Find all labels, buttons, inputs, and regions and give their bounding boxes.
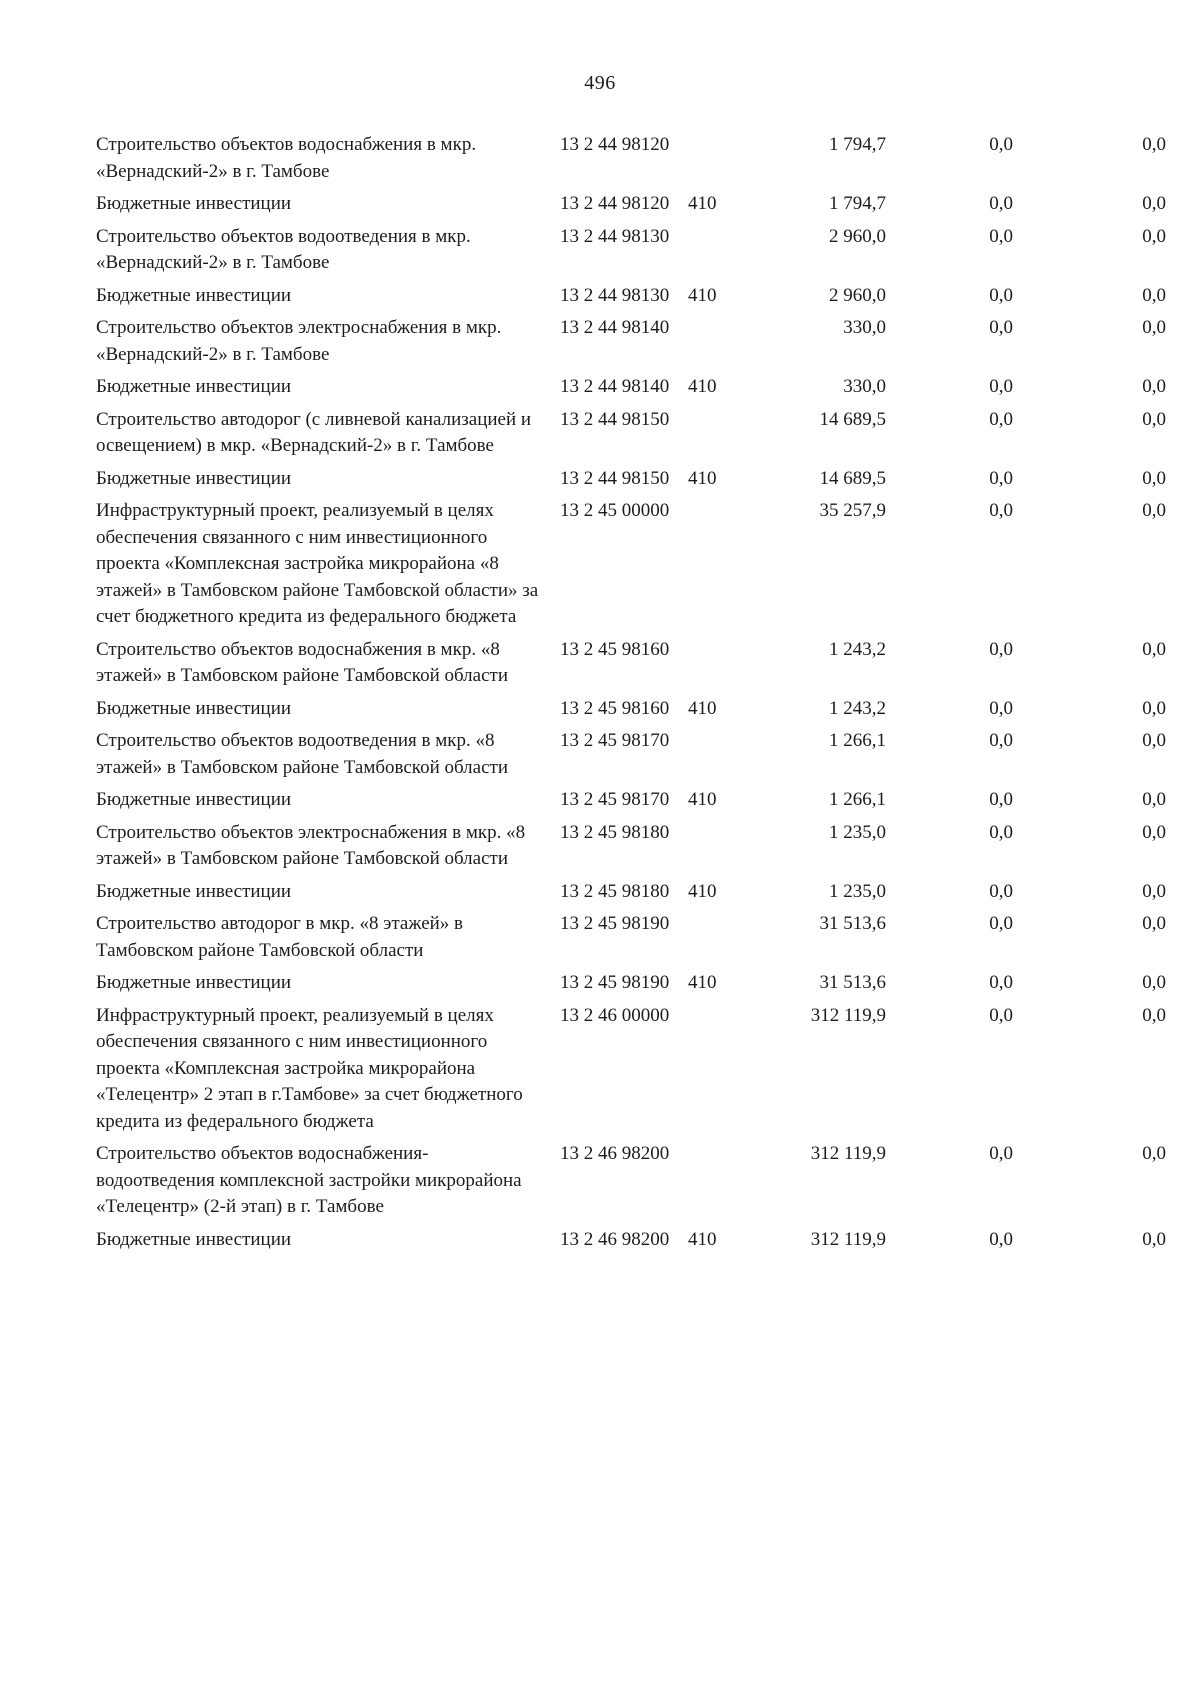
row-amount-1: 312 119,9 xyxy=(810,1228,886,1250)
row-name: Строительство объектов водоснабжения в мкр. «Вернадский-2» в г. Тамбове xyxy=(96,134,477,182)
row-target-code: 13 2 45 98160 xyxy=(560,638,670,660)
table-row xyxy=(96,1003,1176,1136)
row-name: Строительство объектов водоснабжения-водоотведения комплексной застройки микрорайона «Телецентр» (2-й этап) в г. Тамбове xyxy=(96,1143,522,1217)
row-amount-3: 0,0 xyxy=(1142,284,1166,306)
table-row xyxy=(96,879,1176,906)
row-amount-2: 0,0 xyxy=(989,1004,1013,1026)
row-target-code: 13 2 44 98130 xyxy=(560,225,670,247)
row-amount-2: 0,0 xyxy=(989,697,1013,719)
row-amount-3: 0,0 xyxy=(1142,1143,1166,1164)
row-name: Строительство объектов электроснабжения в мкр. «Вернадский-2» в г. Тамбове xyxy=(96,317,502,365)
row-amount-1: 14 689,5 xyxy=(819,408,886,430)
row-target-code: 13 2 44 98150 xyxy=(560,467,670,489)
page-number: 496 xyxy=(584,72,616,94)
row-name: Бюджетные инвестиции xyxy=(96,880,292,902)
row-amount-1: 1 235,0 xyxy=(829,821,886,843)
row-target-code: 13 2 46 98200 xyxy=(560,1143,670,1164)
row-amount-2: 0,0 xyxy=(989,317,1013,338)
row-expense-type: 410 xyxy=(688,284,717,306)
row-amount-3: 0,0 xyxy=(1142,193,1166,214)
table-row xyxy=(96,283,1176,310)
table-row xyxy=(96,466,1176,493)
row-amount-2: 0,0 xyxy=(989,408,1013,430)
row-target-code: 13 2 45 98170 xyxy=(560,789,670,810)
row-target-code: 13 2 45 98190 xyxy=(560,913,670,934)
row-amount-1: 330,0 xyxy=(843,376,886,397)
row-target-code: 13 2 44 98150 xyxy=(560,408,670,430)
row-target-code: 13 2 44 98140 xyxy=(560,317,670,338)
row-amount-3: 0,0 xyxy=(1142,821,1166,843)
row-amount-1: 1 243,2 xyxy=(829,638,886,660)
row-amount-2: 0,0 xyxy=(989,789,1013,810)
row-name: Строительство объектов водоотведения в мкр. «Вернадский-2» в г. Тамбове xyxy=(96,225,471,273)
row-name: Бюджетные инвестиции xyxy=(96,376,292,397)
row-amount-2: 0,0 xyxy=(989,467,1013,489)
row-amount-3: 0,0 xyxy=(1142,1228,1166,1250)
row-amount-1: 1 235,0 xyxy=(829,880,886,902)
row-name: Бюджетные инвестиции xyxy=(96,284,292,306)
table-row xyxy=(96,911,1176,964)
table-row xyxy=(96,224,1176,277)
row-target-code: 13 2 45 00000 xyxy=(560,500,670,521)
row-amount-3: 0,0 xyxy=(1142,467,1166,489)
row-amount-3: 0,0 xyxy=(1142,500,1166,521)
row-amount-2: 0,0 xyxy=(989,1143,1013,1164)
row-expense-type: 410 xyxy=(688,789,717,810)
row-name: Строительство объектов водоотведения в мкр. «8 этажей» в Тамбовском районе Тамбовской области xyxy=(96,730,508,778)
row-amount-1: 2 960,0 xyxy=(829,284,886,306)
table-row xyxy=(96,132,1176,185)
table-row xyxy=(96,787,1176,814)
row-amount-1: 31 513,6 xyxy=(819,913,886,934)
row-name: Бюджетные инвестиции xyxy=(96,789,292,810)
row-amount-2: 0,0 xyxy=(989,730,1013,751)
row-target-code: 13 2 45 98160 xyxy=(560,697,670,719)
row-amount-3: 0,0 xyxy=(1142,972,1166,993)
row-name: Бюджетные инвестиции xyxy=(96,193,292,214)
row-target-code: 13 2 44 98120 xyxy=(560,134,670,155)
row-amount-3: 0,0 xyxy=(1142,376,1166,397)
table-row xyxy=(96,498,1176,631)
row-amount-3: 0,0 xyxy=(1142,134,1166,155)
row-amount-1: 1 794,7 xyxy=(829,134,886,155)
row-name: Строительство автодорог (с ливневой канализацией и освещением) в мкр. «Вернадский-2» в г. Тамбове xyxy=(96,408,532,456)
row-amount-3: 0,0 xyxy=(1142,638,1166,660)
row-expense-type: 410 xyxy=(688,880,717,902)
row-amount-3: 0,0 xyxy=(1142,789,1166,810)
row-target-code: 13 2 46 00000 xyxy=(560,1004,670,1026)
row-target-code: 13 2 45 98170 xyxy=(560,730,670,751)
row-amount-1: 330,0 xyxy=(843,317,886,338)
row-name: Бюджетные инвестиции xyxy=(96,1228,292,1250)
table-row xyxy=(96,191,1176,218)
row-name: Бюджетные инвестиции xyxy=(96,467,292,489)
row-amount-2: 0,0 xyxy=(989,134,1013,155)
row-target-code: 13 2 45 98180 xyxy=(560,880,670,902)
row-amount-3: 0,0 xyxy=(1142,697,1166,719)
row-amount-2: 0,0 xyxy=(989,284,1013,306)
row-amount-3: 0,0 xyxy=(1142,408,1166,430)
table-row xyxy=(96,407,1176,460)
table-row xyxy=(96,970,1176,997)
row-target-code: 13 2 44 98130 xyxy=(560,284,670,306)
row-amount-3: 0,0 xyxy=(1142,730,1166,751)
row-amount-1: 312 119,9 xyxy=(810,1143,886,1164)
row-name: Бюджетные инвестиции xyxy=(96,972,292,993)
row-amount-3: 0,0 xyxy=(1142,225,1166,247)
row-amount-1: 1 266,1 xyxy=(829,730,886,751)
table-row xyxy=(96,820,1176,873)
row-amount-2: 0,0 xyxy=(989,193,1013,214)
row-name: Строительство объектов электроснабжения в мкр. «8 этажей» в Тамбовском районе Тамбовской области xyxy=(96,821,526,869)
row-name: Строительство объектов водоснабжения в мкр. «8 этажей» в Тамбовском районе Тамбовской области xyxy=(96,638,508,686)
row-name: Бюджетные инвестиции xyxy=(96,697,292,719)
table-row xyxy=(96,374,1176,401)
row-name: Инфраструктурный проект, реализуемый в целях обеспечения связанного с ним инвестиционного проекта «Комплексная застройка микрорайона «Телецентр» 2 этап в г.Тамбове» за счет бюджетного кредита из федерального бюджета xyxy=(96,1004,523,1132)
row-amount-2: 0,0 xyxy=(989,225,1013,247)
row-amount-2: 0,0 xyxy=(989,880,1013,902)
table-row xyxy=(96,1227,1176,1254)
table-row xyxy=(96,315,1176,368)
row-target-code: 13 2 45 98190 xyxy=(560,972,670,993)
row-amount-1: 31 513,6 xyxy=(819,972,886,993)
row-expense-type: 410 xyxy=(688,193,717,214)
row-target-code: 13 2 44 98120 xyxy=(560,193,670,214)
row-expense-type: 410 xyxy=(688,972,717,993)
row-target-code: 13 2 46 98200 xyxy=(560,1228,670,1250)
row-amount-1: 35 257,9 xyxy=(819,500,886,521)
budget-table xyxy=(96,132,1176,1259)
row-amount-1: 1 794,7 xyxy=(829,193,886,214)
row-amount-3: 0,0 xyxy=(1142,913,1166,934)
table-row xyxy=(96,1141,1176,1221)
row-amount-2: 0,0 xyxy=(989,638,1013,660)
row-name: Строительство автодорог в мкр. «8 этажей» в Тамбовском районе Тамбовской области xyxy=(96,913,464,961)
row-expense-type: 410 xyxy=(688,1228,717,1250)
row-amount-2: 0,0 xyxy=(989,500,1013,521)
row-amount-2: 0,0 xyxy=(989,972,1013,993)
row-expense-type: 410 xyxy=(688,467,717,489)
row-amount-1: 312 119,9 xyxy=(810,1004,886,1026)
row-target-code: 13 2 44 98140 xyxy=(560,376,670,397)
table-row xyxy=(96,696,1176,723)
row-amount-2: 0,0 xyxy=(989,376,1013,397)
row-amount-3: 0,0 xyxy=(1142,1004,1166,1026)
row-amount-1: 14 689,5 xyxy=(819,467,886,489)
row-amount-2: 0,0 xyxy=(989,1228,1013,1250)
table-row xyxy=(96,728,1176,781)
row-amount-1: 1 243,2 xyxy=(829,697,886,719)
row-amount-2: 0,0 xyxy=(989,913,1013,934)
row-amount-2: 0,0 xyxy=(989,821,1013,843)
row-amount-1: 1 266,1 xyxy=(829,789,886,810)
row-name: Инфраструктурный проект, реализуемый в целях обеспечения связанного с ним инвестиционного проекта «Комплексная застройка микрорайона «8 этажей» в Тамбовском районе Тамбовской области» за счет бюджетного кредита из федерального бюджета xyxy=(96,500,539,627)
table-row xyxy=(96,637,1176,690)
row-amount-3: 0,0 xyxy=(1142,880,1166,902)
row-amount-3: 0,0 xyxy=(1142,317,1166,338)
row-expense-type: 410 xyxy=(688,376,717,397)
row-amount-1: 2 960,0 xyxy=(829,225,886,247)
row-target-code: 13 2 45 98180 xyxy=(560,821,670,843)
row-expense-type: 410 xyxy=(688,697,717,719)
